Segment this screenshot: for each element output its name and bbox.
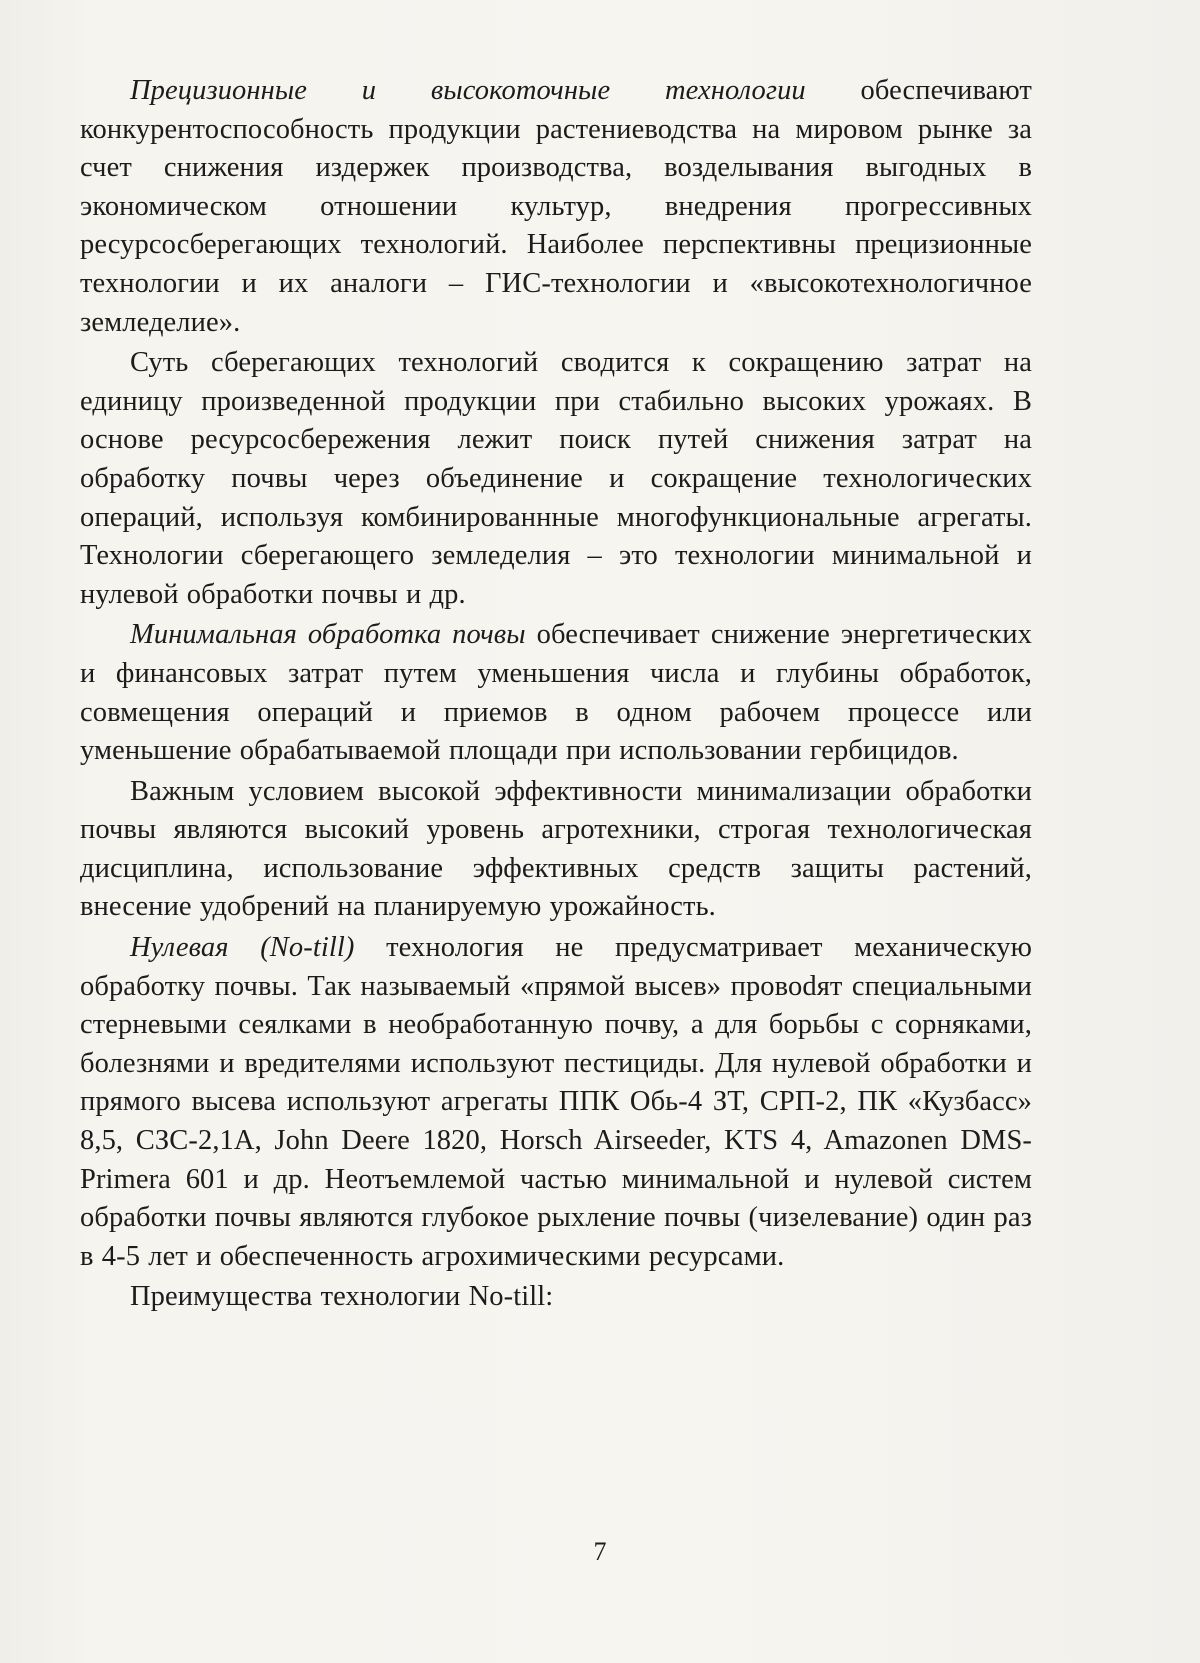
italic-term: Минимальная обработка почвы [130,619,526,651]
paragraph-text: обеспечивает снижение энергетических и финансовых затрат путем уменьшения числа и глубины обработок, совмещения операций и приемов в одном рабочем процессе или уменьшение обрабатываемой площади при использовании гербицидов. [80,619,1032,767]
paragraph-no-till [80,929,1032,1276]
paragraph-text: Суть сберегающих технологий сводится к сокращению затрат на единицу произведенной продукции при стабильно высоких урожаях. В основе ресурсосбережения лежит поиск путей снижения затрат на обработку почвы через объединение и сокращение технологических операций, используя комбинированнные многофункциональные агрегаты. Технологии сберегающего земледелия – это технологии минимальной и нулевой обработки почвы и др. [80,347,1032,610]
body-text [80,72,1032,1319]
page-number: 7 [593,1537,607,1566]
paragraph-efficiency-conditions [80,773,1032,927]
italic-term: Прецизионные и высокоточные технологии [130,75,806,106]
paragraph-text: Важным условием высокой эффективности минимализации обработки почвы являются высокий уровень агротехники, строгая технологическая дисциплина, использование эффективных средств защиты растений, внесение удобрений на планируемую урожайность. [80,775,1032,923]
paragraph-text: Преимущества технологии No-till: [130,1281,554,1313]
paragraph-text: технология не предусматривает механическую обработку почвы. Так называемый «прямой высев» провоdят специальными стерневыми сеялками в необработанную почву, а для борьбы с сорняками, болезнями и вредителями используют пестициды. Для нулевой обработки и прямого высева используют агрегаты ППК Обь-4 ЗТ, СРП-2, ПК «Кузбасс» 8,5, СЗС-2,1А, John Deere 1820, Horsch Airseeder, KTS 4, Amazonen DMS-Primera 601 и др. Неотъемлемой частью минимальной и нулевой систем обработки почвы являются глубокое рыхление почвы (чизелевание) один раз в 4-5 лет и обеспеченность агрохимическими ресурсами. [80,932,1033,1272]
paragraph-saving-technologies [80,344,1032,614]
paragraph-no-till-advantages [80,1278,1032,1317]
paragraph-precision-technologies [80,72,1032,342]
paragraph-text: обеспечивают конкурентоспособность продукции растениеводства на мировом рынке за счет снижения издержек производства, возделывания выгодных в экономическом отношении культур, внедрения прогрессивных ресурсосберегающих технологий. Наиболее перспективны прецизионные технологии и их аналоги – ГИС-технологии и «высокотехнологичное земледелие». [80,75,1032,338]
italic-term: Нулевая (No-till) [130,932,355,964]
paragraph-minimal-tillage [80,616,1032,770]
